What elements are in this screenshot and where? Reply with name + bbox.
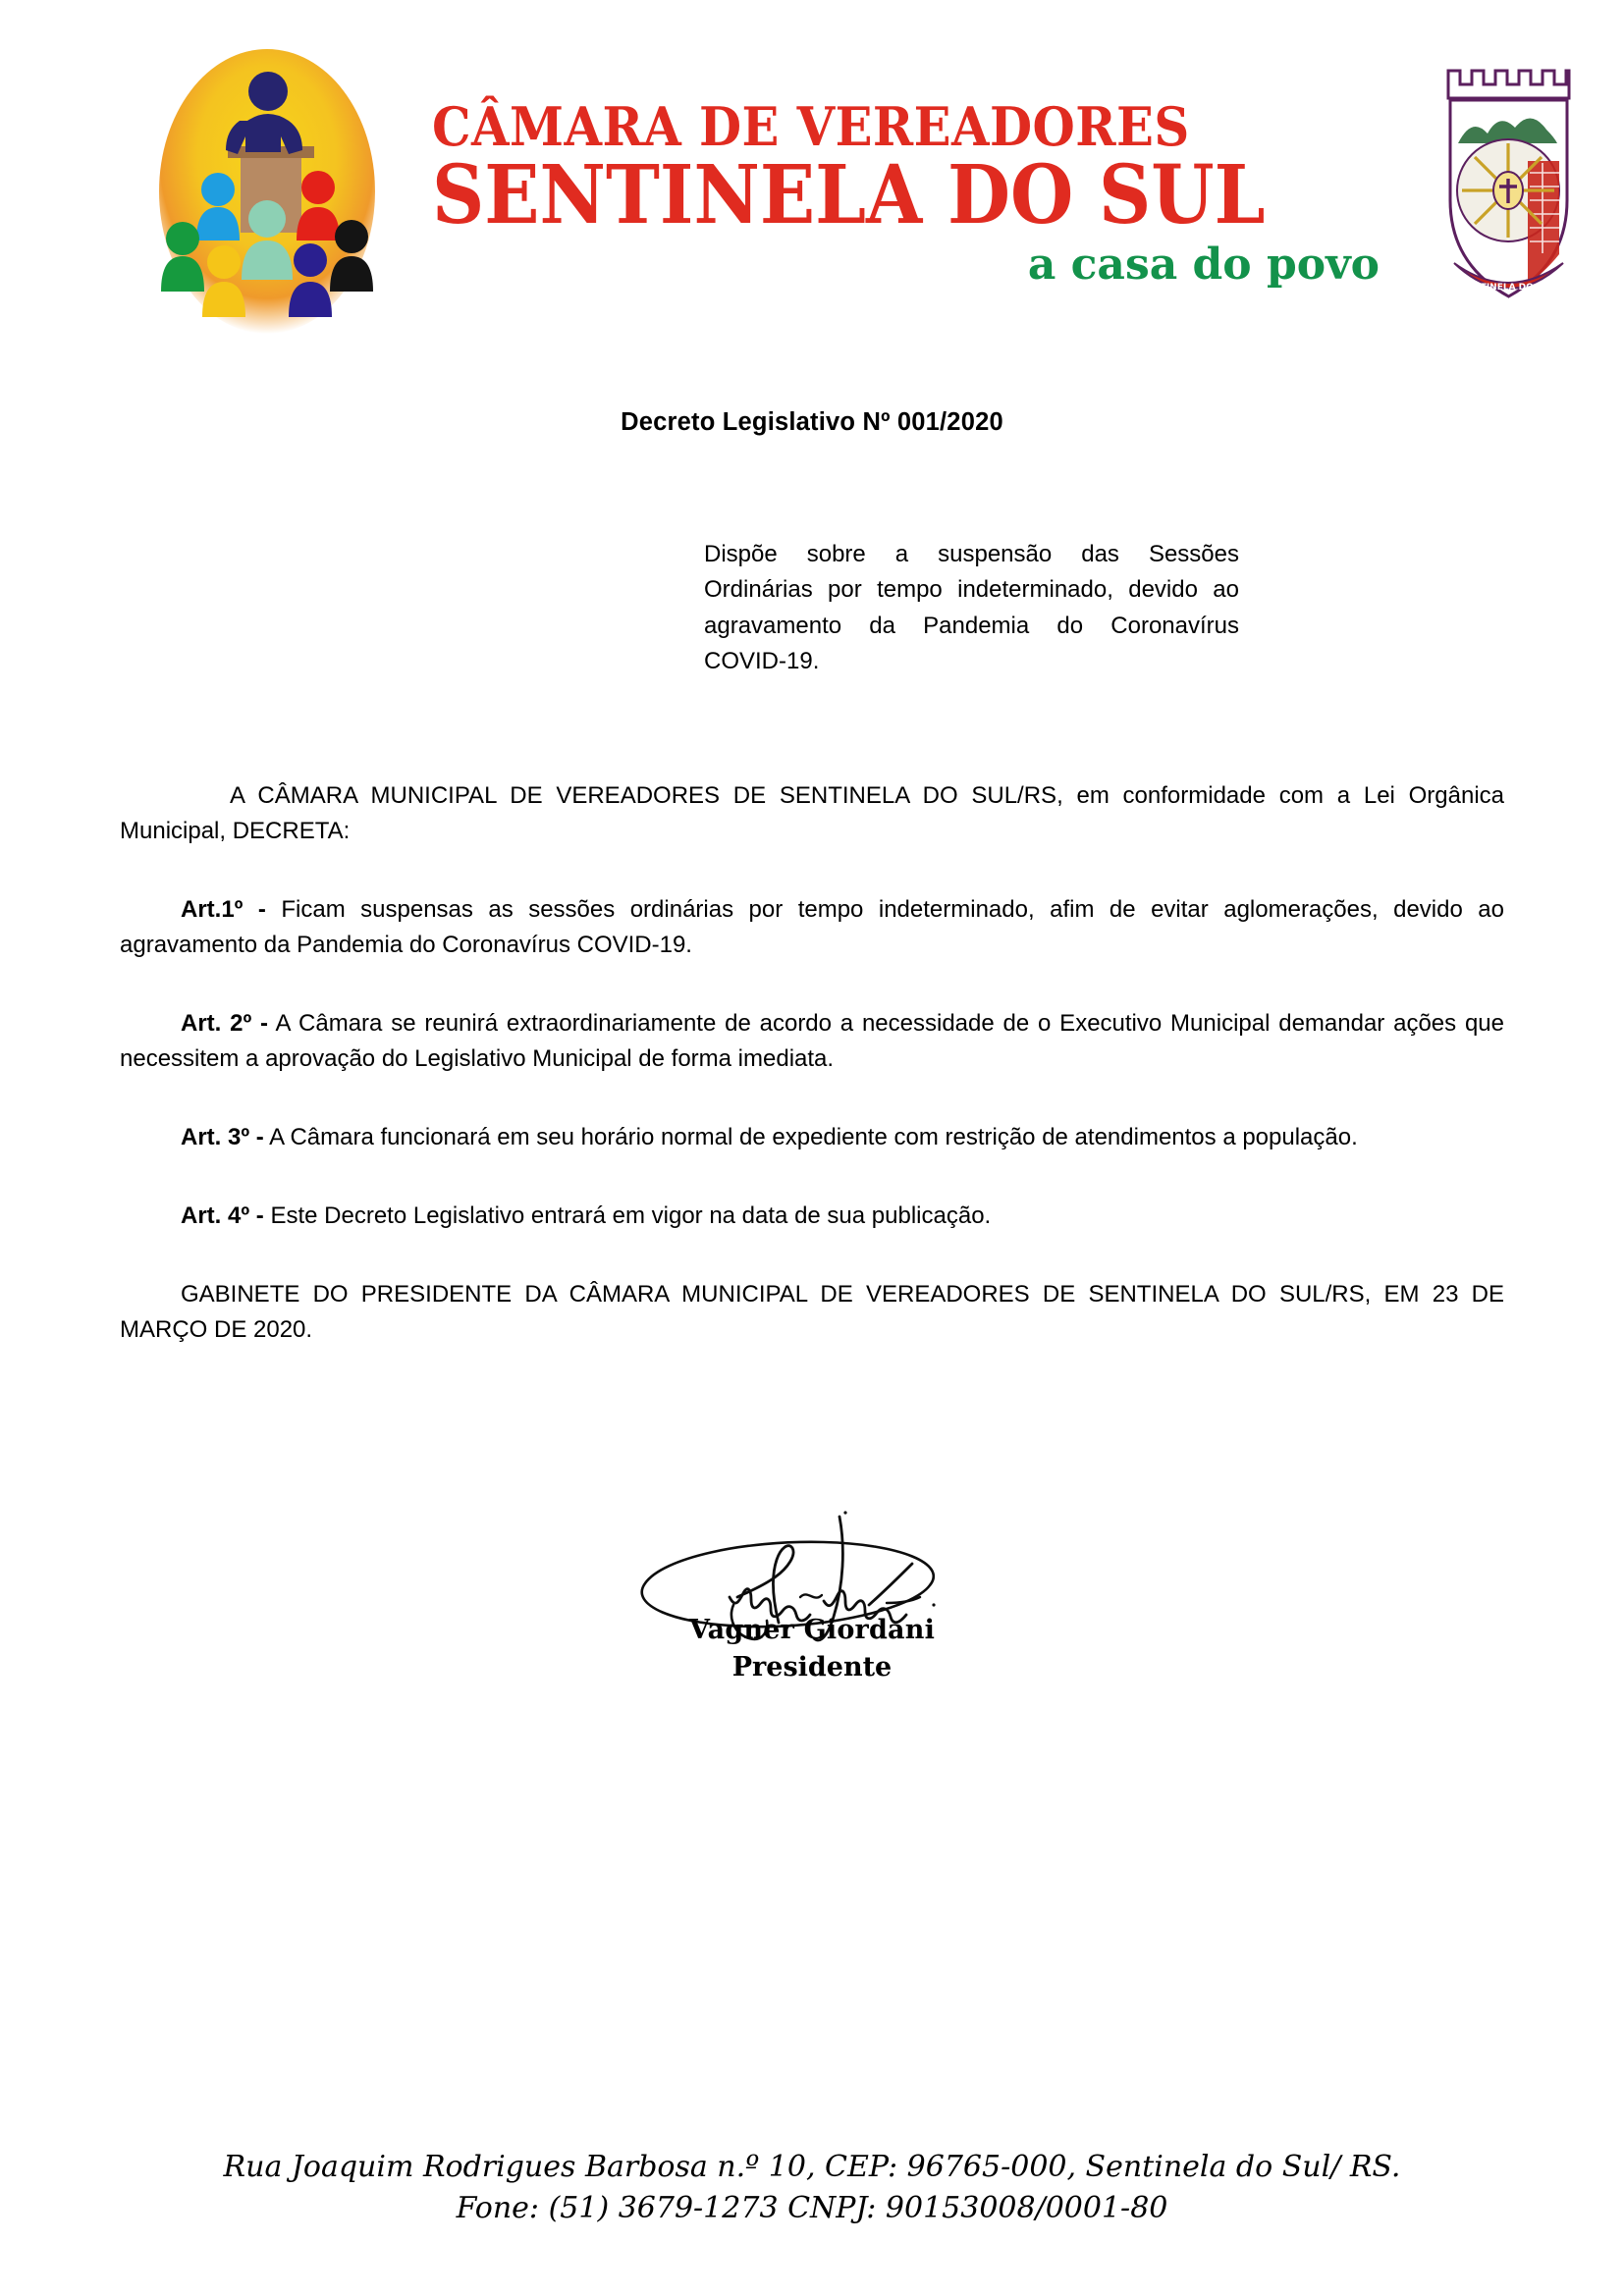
letterhead-header — [0, 0, 1624, 363]
chamber-emblem-icon — [118, 44, 422, 339]
wordmark-line-sentinela: SENTINELA DO SUL — [432, 148, 1266, 243]
signatory-name: Vagner Giordani — [688, 1614, 936, 1645]
article-1-text: Ficam suspensas as sessões ordinárias por tempo indeterminado, afim de evitar aglomerações, devido ao agravamento da Pandemia do Coronavírus COVID-19. — [120, 895, 1504, 958]
paragraph-article-3 — [120, 1120, 1504, 1155]
article-1-label: Art.1º - — [181, 895, 266, 923]
document-title: Decreto Legislativo Nº 001/2020 — [621, 408, 1003, 436]
paragraph-closing — [120, 1277, 1504, 1348]
article-4-label: Art. 4º - — [181, 1201, 264, 1229]
signature-block — [120, 1495, 1504, 1721]
article-2-label: Art. 2º - — [181, 1009, 269, 1037]
article-2-text: A Câmara se reunirá extraordinariamente de acordo a necessidade de o Executivo Municipal demandar ações que necessitem a aprovação do Legislativo Municipal de forma imediata. — [120, 1009, 1504, 1072]
article-4-text: Este Decreto Legislativo entrará em vigor na data de sua publicação. — [263, 1201, 992, 1229]
coat-of-arms-icon — [1433, 53, 1585, 313]
article-3-label: Art. 3º - — [181, 1123, 264, 1150]
document-ementa: Dispõe sobre a suspensão das Sessões Ordinárias por tempo indeterminado, devido ao agravamento da Pandemia do Coronavírus COVID-19. — [704, 541, 1239, 675]
closing-text: GABINETE DO PRESIDENTE DA CÂMARA MUNICIPAL DE VEREADORES DE SENTINELA DO SUL/RS, EM 23 DE MARÇO DE 2020. — [120, 1280, 1504, 1343]
preamble-text: A CÂMARA MUNICIPAL DE VEREADORES DE SENTINELA DO SUL/RS, em conformidade com a Lei Orgânica Municipal, DECRETA: — [120, 781, 1504, 844]
wordmark-tagline: a casa do povo — [1027, 239, 1380, 290]
document-content — [0, 408, 1624, 1721]
signatory-role: Presidente — [731, 1651, 893, 1682]
footer-contact: Fone: (51) 3679-1273 CNPJ: 90153008/0001-80 — [456, 2191, 1168, 2225]
paragraph-article-1 — [120, 892, 1504, 963]
paragraph-article-2 — [120, 1006, 1504, 1077]
page-footer — [0, 2147, 1624, 2229]
wordmark-line-camara: CÂMARA DE VEREADORES — [432, 95, 1190, 159]
footer-address: Rua Joaquim Rodrigues Barbosa n.º 10, CEP: 96765-000, Sentinela do Sul/ RS. — [223, 2150, 1401, 2184]
coat-of-arms-motto: SENTINELA DO SUL — [1460, 282, 1556, 293]
chamber-wordmark — [422, 86, 1425, 290]
paragraph-article-4 — [120, 1199, 1504, 1234]
paragraph-preamble — [120, 778, 1504, 849]
article-3-text: A Câmara funcionará em seu horário normal de expediente com restrição de atendimentos a população. — [263, 1123, 1358, 1150]
